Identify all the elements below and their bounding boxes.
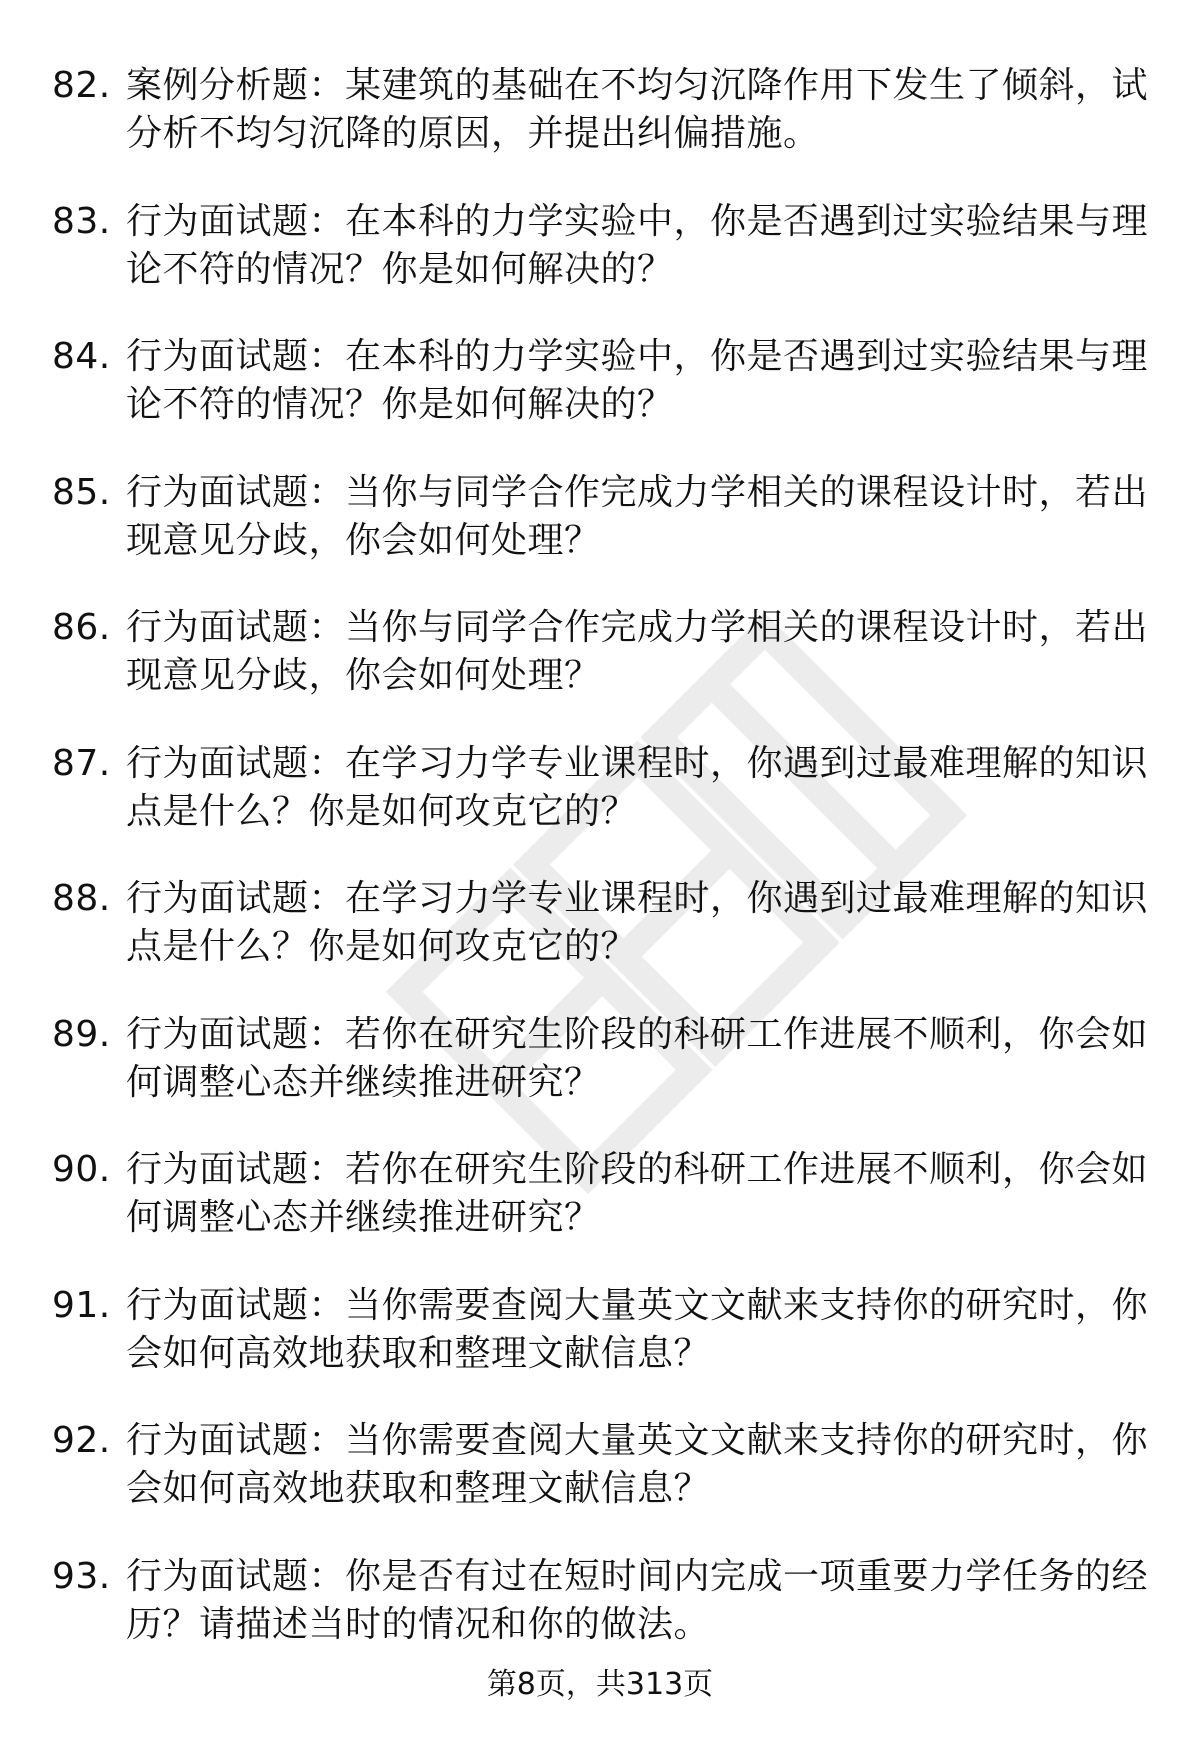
question-text: 行为面试题：当你需要查阅大量英文文献来支持你的研究时，你会如何高效地获取和整理文献信息？ — [126, 1420, 1149, 1509]
question-number: 90. — [52, 1149, 111, 1190]
question-number: 88. — [52, 878, 111, 919]
question-text: 行为面试题：在学习力学专业课程时，你遇到过最难理解的知识点是什么？你是如何攻克它的？ — [126, 742, 1149, 832]
question-item — [52, 1282, 1152, 1378]
question-item — [52, 198, 1152, 294]
question-item — [52, 1011, 1152, 1107]
question-text: 行为面试题：当你与同学合作完成力学相关的课程设计时，若出现意见分歧，你会如何处理？ — [126, 607, 1149, 696]
question-item — [52, 1417, 1152, 1513]
question-number: 82. — [52, 65, 111, 106]
question-item — [52, 469, 1152, 565]
question-text: 行为面试题：若你在研究生阶段的科研工作进展不顺利，你会如何调整心态并继续推进研究？ — [126, 1013, 1149, 1103]
question-number: 86. — [52, 607, 111, 648]
question-number: 92. — [52, 1420, 111, 1461]
question-text: 行为面试题：当你需要查阅大量英文文献来支持你的研究时，你会如何高效地获取和整理文献信息？ — [126, 1284, 1149, 1374]
question-text: 行为面试题：你是否有过在短时间内完成一项重要力学任务的经历？请描述当时的情况和你的做法。 — [126, 1555, 1149, 1645]
page-footer: 第8页，共313页 — [486, 1667, 714, 1702]
question-text: 行为面试题：当你与同学合作完成力学相关的课程设计时，若出现意见分歧，你会如何处理？ — [126, 471, 1149, 561]
question-list — [52, 62, 1152, 1688]
question-item — [52, 1553, 1152, 1649]
question-text: 案例分析题：某建筑的基础在不均匀沉降作用下发生了倾斜，试分析不均匀沉降的原因，并提出纠偏措施。 — [126, 65, 1149, 154]
question-text: 行为面试题：在本科的力学实验中，你是否遇到过实验结果与理论不符的情况？你是如何解决的？ — [126, 336, 1149, 425]
question-item — [52, 875, 1152, 971]
question-number: 84. — [52, 336, 111, 377]
question-text: 行为面试题：在学习力学专业课程时，你遇到过最难理解的知识点是什么？你是如何攻克它的？ — [126, 878, 1149, 967]
question-number: 91. — [52, 1284, 111, 1326]
question-item — [52, 740, 1152, 836]
question-item — [52, 62, 1152, 158]
question-text: 行为面试题：在本科的力学实验中，你是否遇到过实验结果与理论不符的情况？你是如何解决的？ — [126, 200, 1149, 290]
question-number: 93. — [52, 1555, 111, 1597]
question-number: 83. — [52, 200, 111, 242]
question-item — [52, 333, 1152, 429]
question-text: 行为面试题：若你在研究生阶段的科研工作进展不顺利，你会如何调整心态并继续推进研究？ — [126, 1149, 1149, 1238]
question-number: 85. — [52, 471, 111, 513]
question-number: 87. — [52, 742, 111, 784]
question-item — [52, 604, 1152, 700]
question-item — [52, 1146, 1152, 1242]
question-number: 89. — [52, 1013, 111, 1055]
